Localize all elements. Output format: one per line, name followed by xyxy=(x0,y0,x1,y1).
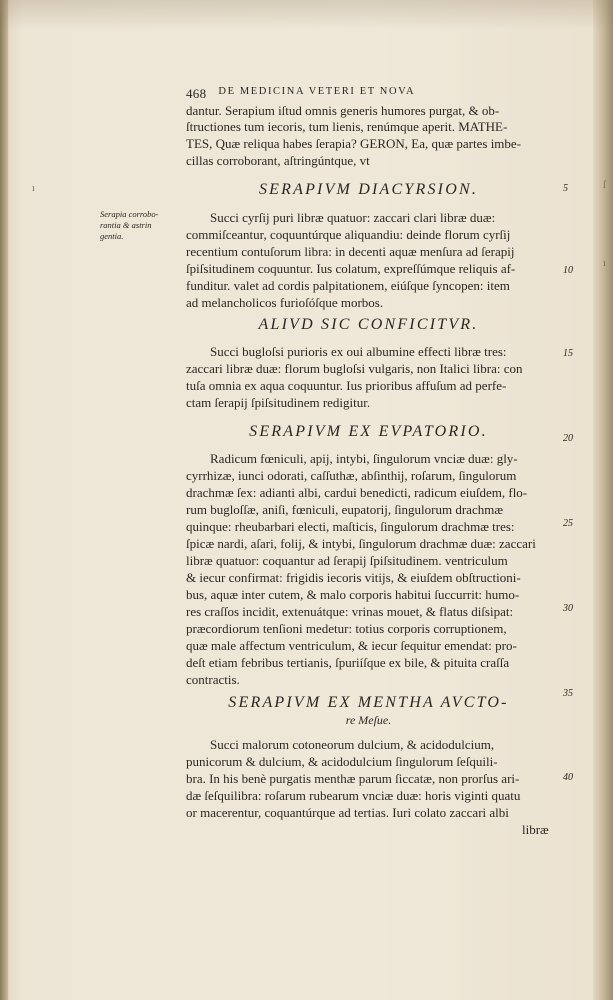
text-line: ſpicæ nardi, aſari, folij, & intybi, ſingulorum drachmæ duæ: zaccari xyxy=(186,536,536,551)
line-number: 30 xyxy=(563,603,573,614)
text-line: quæ male affectum ventriculum, & iecur ſequitur emendat: pro- xyxy=(186,638,517,653)
line-number: 35 xyxy=(563,688,573,699)
page-right-edge xyxy=(593,0,613,1000)
edge-mark-left: ı xyxy=(32,183,35,194)
text-line: ad melancholicos furioſóſque morbos. xyxy=(186,295,384,310)
text-line: & iecur confirmat: frigidis iecoris vitijs, & eiuſdem obſtructioni- xyxy=(186,570,521,585)
text-line: recentium contuſorum libra: in decenti aquæ menſura ad ſerapij xyxy=(186,244,515,259)
text-line: punicorum & dulcium, & acidodulcium ſingulorum ſeſquili- xyxy=(186,754,498,769)
line-number: 10 xyxy=(563,265,573,276)
running-title: DE MEDICINA VETERI ET NOVA xyxy=(218,86,416,97)
section-heading: SERAPIVM EX MENTHA AVCTO- xyxy=(228,694,509,711)
text-line: bus, aquæ inter cutem, & malo corporis habitui ſuccurrit: humo- xyxy=(186,587,520,602)
book-gutter xyxy=(0,0,8,1000)
text-line: Succi bugloſsi purioris ex oui albumine effecti libræ tres: xyxy=(210,344,507,359)
section-subheading: re Meſue. xyxy=(345,713,392,727)
text-line: res craſſos incidit, extenuátque: vrinas mouet, & flatus diſsipat: xyxy=(186,604,514,619)
text-line: Radicum fœniculi, apij, intybi, ſingulorum vnciæ duæ: gly- xyxy=(210,451,518,466)
line-number: 40 xyxy=(563,772,573,783)
text-line: cillas corroborant, aſtringúntque, vt xyxy=(186,153,370,168)
text-line: dantur. Serapium iſtud omnis generis humores purgat, & ob- xyxy=(186,103,500,118)
text-line: Succi cyrſij puri libræ quatuor: zaccari clari libræ duæ: xyxy=(210,210,496,225)
text-line: TES, Quæ reliqua habes ſerapia? GERON, Ea, quæ partes imbe- xyxy=(186,136,522,151)
margin-note-line: Serapia corrobo- xyxy=(100,209,159,219)
text-line: dæ ſeſquilibra: roſarum rubearum vnciæ duæ: horis viginti quatu xyxy=(186,788,521,803)
line-number: 20 xyxy=(563,433,573,444)
text-line: ſtructiones tum iecoris, tum lienis, renúmque aperit. MATHE- xyxy=(186,119,508,134)
text-line: bra. In his benè purgatis menthæ parum ſiccatæ, non prorſus ari- xyxy=(186,771,520,786)
text-line: præcordiorum tenſioni medetur: totius corporis corruptionem, xyxy=(186,621,507,636)
text-line: zaccari libræ duæ: florum bugloſsi vulgaris, non Italici libra: con xyxy=(186,361,523,376)
text-line: or macerentur, coquantúrque ad tertias. Iuri colato zaccari albi xyxy=(186,805,509,820)
text-line: Succi malorum cotoneorum dulcium, & acidodulcium, xyxy=(210,737,495,752)
text-line: rum bugloſſæ, aniſi, fœniculi, eupatorij, ſingulorum drachmæ xyxy=(186,502,504,517)
margin-note-line: gentia. xyxy=(100,231,124,241)
line-number: 15 xyxy=(563,348,573,359)
text-line: commiſceantur, coquuntúrque aliquandiu: deinde florum cyrſij xyxy=(186,227,511,242)
edge-mark-right-1: ſ xyxy=(603,180,606,191)
running-header xyxy=(186,86,516,102)
text-line: funditur. valet ad cordis palpitationem, eiúſque ſyncopen: item xyxy=(186,278,510,293)
catchword: libræ xyxy=(522,822,549,837)
text-line: ctam ſerapij ſpiſsitudinem redigitur. xyxy=(186,395,371,410)
text-line: ſpiſsitudinem coquuntur. Ius colatum, expreſſúmque reliquis af- xyxy=(186,261,516,276)
page-top-shadow xyxy=(0,0,613,30)
text-line: deſt etiam febribus tertianis, ſpuriíſque ex bile, & pituita craſſa xyxy=(186,655,510,670)
text-line: tuſa omnia ex aqua coquuntur. Ius prioribus affuſum ad perfe- xyxy=(186,378,507,393)
text-line: quinque: rheubarbari electi, maſticis, ſingulorum drachmæ tres: xyxy=(186,519,515,534)
text-line: libræ quatuor: coquantur ad ſerapij ſpiſsitudinem. ventriculum xyxy=(186,553,508,568)
page-number: 468 xyxy=(186,86,207,101)
edge-mark-right-2: ı xyxy=(603,258,606,269)
section-heading: SERAPIVM DIACYRSION. xyxy=(258,181,479,198)
text-line: drachmæ ſex: adianti albi, cardui benedicti, radicum eiuſdem, flo- xyxy=(186,485,528,500)
text-line: cyrrhizæ, iunci odorati, caſſuthæ, abſinthij, roſarum, ſingulorum xyxy=(186,468,517,483)
section-heading: SERAPIVM EX EVPATORIO. xyxy=(249,423,488,440)
section-heading: ALIVD SIC CONFICITVR. xyxy=(258,316,479,333)
line-number: 5 xyxy=(563,183,568,194)
margin-note-line: rantia & astrin xyxy=(100,220,152,230)
line-number: 25 xyxy=(563,518,573,529)
text-line: contractis. xyxy=(186,672,240,687)
